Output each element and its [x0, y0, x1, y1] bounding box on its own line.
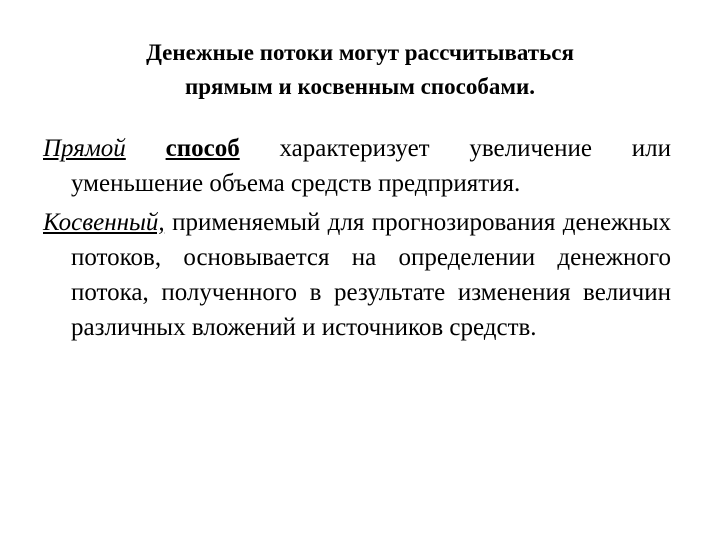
paragraph-direct-method: [43, 131, 671, 201]
paragraph-indirect-text: применяемый для прогнозирования денежных потоков, основывается на определении денежного потока, полученного в результате изменения величин различных вложений и источников средств.: [71, 209, 671, 341]
paragraph-indirect-method: [43, 205, 671, 345]
term-direct: Прямой: [43, 135, 126, 162]
paragraph-direct-text: характеризует увеличение или уменьшение объема средств предприятия.: [71, 135, 672, 197]
title-line-2: прямым и косвенным способами.: [184, 74, 536, 99]
slide-title: [60, 36, 660, 104]
title-line-1: Денежные потоки могут рассчитываться: [146, 40, 574, 65]
term-indirect: Косвенный,: [43, 209, 165, 236]
slide-body: [43, 131, 671, 349]
term-method: способ: [165, 135, 240, 162]
